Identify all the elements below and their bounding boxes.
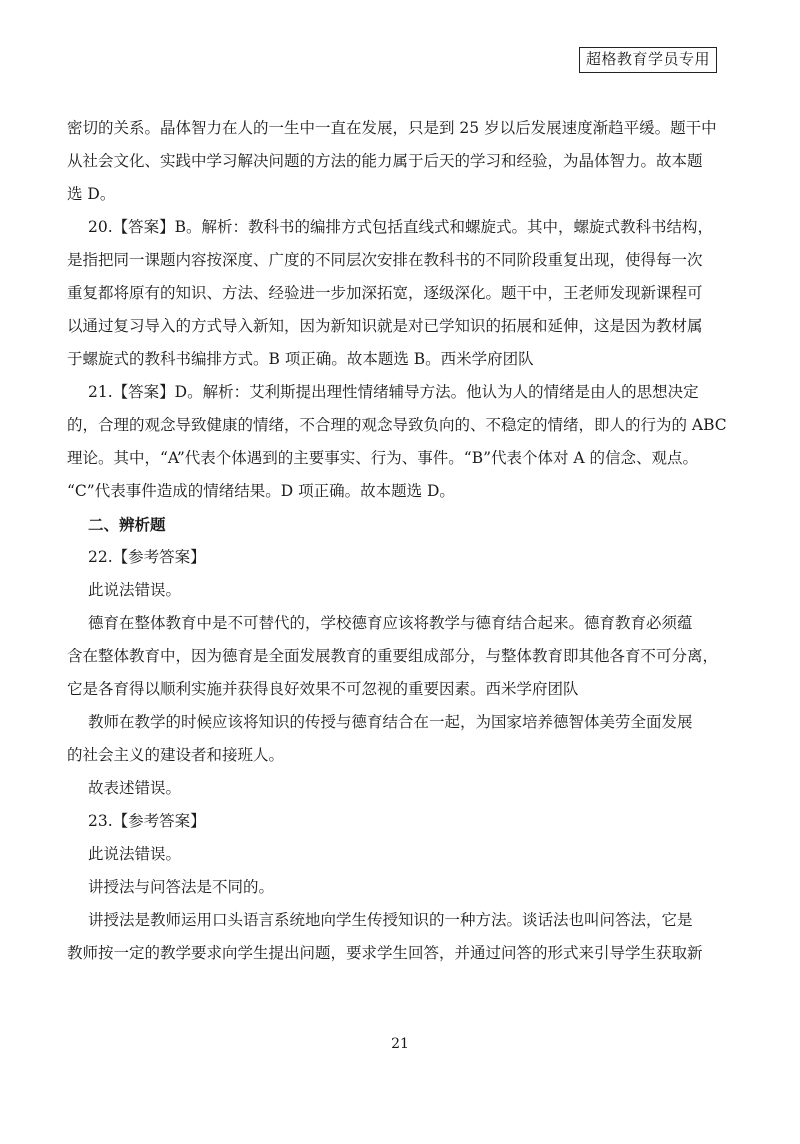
- text-line: 21.【答案】D。解析：艾利斯提出理性情绪辅导方法。他认为人的情绪是由人的思想决定: [88, 383, 699, 401]
- answer-summary: 故表述错误。: [88, 779, 182, 797]
- question-label-22: 22.【参考答案】: [88, 548, 206, 566]
- text-line: 它是各育得以顺利实施并获得良好效果不可忽视的重要因素。西米学府团队: [67, 680, 579, 698]
- header-tag: 超格教育学员专用: [579, 47, 717, 73]
- question-label-23: 23.【参考答案】: [88, 812, 206, 830]
- document-body: [67, 112, 727, 970]
- text-line: 是指把同一课题内容按深度、广度的不同层次安排在教科书的不同阶段重复出现，使得每一次: [67, 251, 703, 269]
- text-line: 于螺旋式的教科书编排方式。B 项正确。故本题选 B。西米学府团队: [67, 350, 534, 368]
- text-line: “C”代表事件造成的情绪结果。D 项正确。故本题选 D。: [67, 482, 455, 500]
- text-line: 德育在整体教育中是不可替代的，学校德育应该将教学与德育结合起来。德育教育必须蕴: [88, 614, 693, 632]
- answer-verdict: 此说法错误。: [88, 581, 182, 599]
- page-number: 21: [391, 1036, 409, 1052]
- text-line: 教师按一定的教学要求向学生提出问题，要求学生回答，并通过问答的形式来引导学生获取新: [67, 944, 703, 962]
- paragraph-q19-continued: [67, 112, 727, 211]
- text-line: 以通过复习导入的方式导入新知，因为新知识就是对已学知识的拓展和延伸，这是因为教材属: [67, 317, 703, 335]
- text-line: 含在整体教育中，因为德育是全面发展教育的重要组成部分，与整体教育即其他各育不可分离，: [67, 647, 719, 665]
- text-line: 重复都将原有的知识、方法、经验进一步加深拓宽，逐级深化。题干中，王老师发现新课程可: [67, 284, 703, 302]
- text-line: 讲授法是教师运用口头语言系统地向学生传授知识的一种方法。谈话法也叫问答法，它是: [88, 911, 693, 929]
- text-line: 选 D。: [67, 185, 116, 203]
- text-line: 理论。其中，“A”代表个体遇到的主要事实、行为、事件。“B”代表个体对 A 的信念、观点。: [67, 449, 699, 467]
- text-line: 20.【答案】B。解析：教科书的编排方式包括直线式和螺旋式。其中，螺旋式教科书结构，: [88, 218, 714, 236]
- text-line: 密切的关系。晶体智力在人的一生中一直在发展，只是到 25 岁以后发展速度渐趋平缓。题干中: [67, 119, 717, 137]
- text-line: 的社会主义的建设者和接班人。: [67, 746, 285, 764]
- text-line: 教师在教学的时候应该将知识的传授与德育结合在一起，为国家培养德智体美劳全面发展: [88, 713, 693, 731]
- paragraph-q22-explanation: [67, 607, 727, 706]
- section-heading: 二、辨析题: [88, 515, 166, 534]
- paragraph-q23-explanation: [67, 904, 727, 970]
- answer-statement: 讲授法与问答法是不同的。: [88, 878, 275, 896]
- text-line: 的，合理的观念导致健康的情绪，不合理的观念导致负向的、不稳定的情绪，即人的行为的 ABC: [67, 416, 727, 434]
- paragraph-q22-conclusion: [67, 706, 727, 772]
- answer-verdict: 此说法错误。: [88, 845, 182, 863]
- paragraph-q20-answer: [67, 211, 727, 376]
- paragraph-q21-answer: [67, 376, 727, 508]
- text-line: 从社会文化、实践中学习解决问题的方法的能力属于后天的学习和经验，为晶体智力。故本题: [67, 152, 703, 170]
